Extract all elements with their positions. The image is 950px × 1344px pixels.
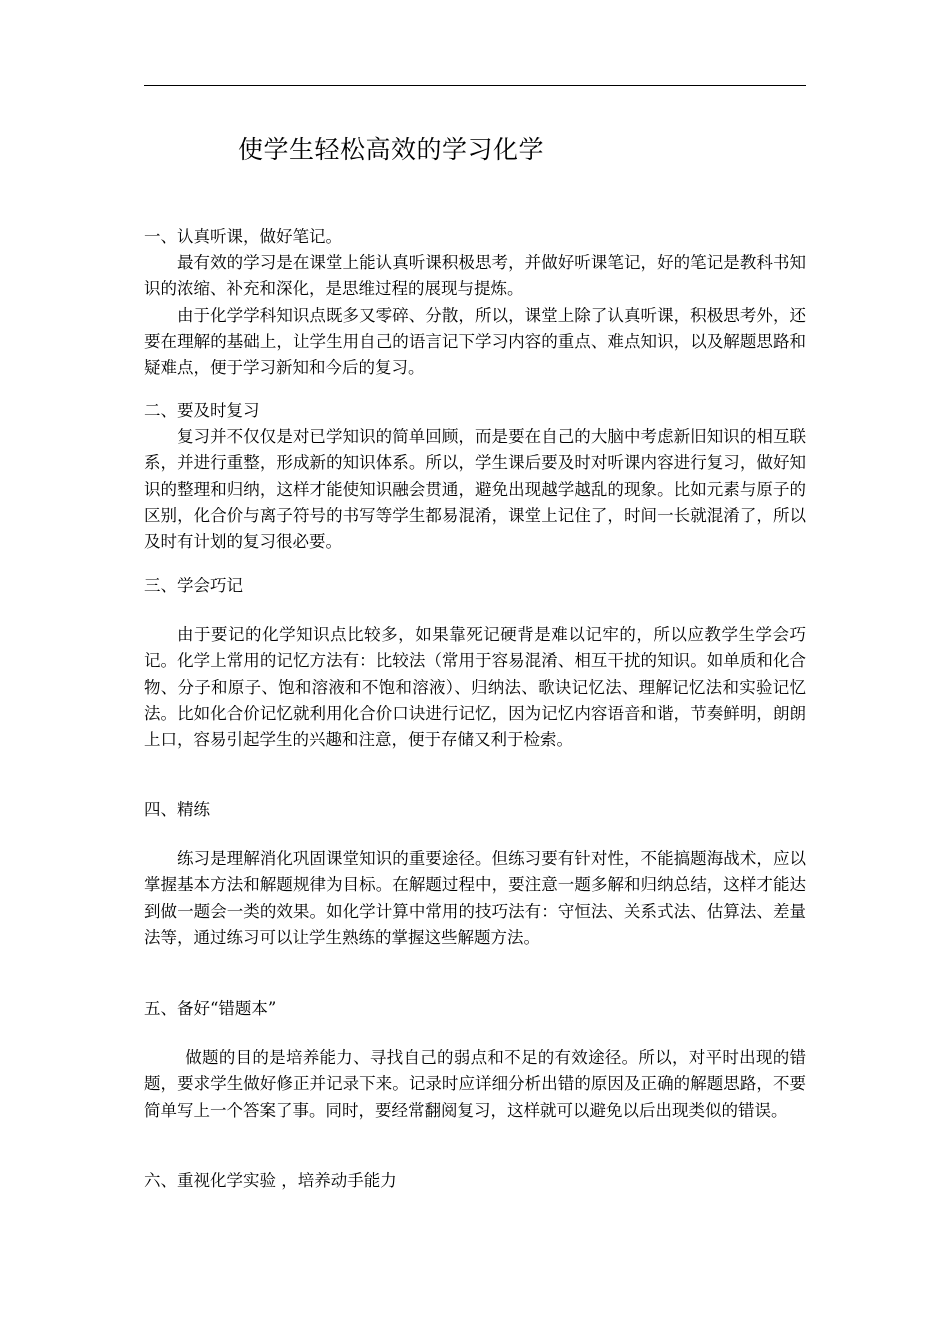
section-heading-6: 六、重视化学实验 ，培养动手能力 [144,1171,397,1190]
paragraph: 由于要记的化学知识点比较多，如果靠死记硬背是难以记牢的，所以应教学生学会巧记。化学上常用的记忆方法有：比较法（常用于容易混淆、相互干扰的知识。如单质和化合物、分子和原子、饱和溶液和不饱和溶液）、归纳法、歌诀记忆法、理解记忆法和实验记忆法。比如化合价记忆就利用化合价口诀进行记忆，因为记忆内容语音和谐，节奏鲜明，朗朗上口，容易引起学生的兴趣和注意，便于存储又利于检索。 [144,625,806,750]
paragraph: 由于化学学科知识点既多又零碎、分散，所以，课堂上除了认真听课，积极思考外，还要在理解的基础上，让学生用自己的语言记下学习内容的重点、难点知识，以及解题思路和疑难点，便于学习新知和今后的复习。 [144,305,806,378]
section-body-1 [144,250,806,381]
paragraph: 练习是理解消化巩固课堂知识的重要途径。但练习要有针对性，不能搞题海战术，应以掌握基本方法和解题规律为目标。在解题过程中，要注意一题多解和归纳总结，这样才能达到做一题会一类的效果。如化学计算中常用的技巧法有：守恒法、关系式法、估算法、差量法等，通过练习可以让学生熟练的掌握这些解题方法。 [144,849,806,947]
section-heading-3: 三、学会巧记 [144,576,243,595]
section-body-4 [144,846,806,951]
section-heading-4: 四、精练 [144,800,210,819]
section-heading-1: 一、认真听课，做好笔记。 [144,227,342,246]
section-body-3 [144,622,806,753]
paragraph: 最有效的学习是在课堂上能认真听课积极思考，并做好听课笔记，好的笔记是教科书知识的浓缩、补充和深化，是思维过程的展现与提炼。 [144,253,806,299]
header-rule [144,85,806,86]
document-title: 使学生轻松高效的学习化学 [238,135,545,164]
section-heading-5: 五、备好“错题本” [144,999,277,1018]
paragraph: 做题的目的是培养能力、寻找自己的弱点和不足的有效途径。所以，对平时出现的错题，要求学生做好修正并记录下来。记录时应详细分析出错的原因及正确的解题思路，不要简单写上一个答案了事。同时，要经常翻阅复习，这样就可以避免以后出现类似的错误。 [144,1048,806,1120]
paragraph: 复习并不仅仅是对已学知识的简单回顾，而是要在自己的大脑中考虑新旧知识的相互联系，并进行重整，形成新的知识体系。所以，学生课后要及时对听课内容进行复习，做好知识的整理和归纳，这样才能使知识融会贯通，避免出现越学越乱的现象。比如元素与原子的区别，化合价与离子符号的书写等学生都易混淆，课堂上记住了，时间一长就混淆了，所以及时有计划的复习很必要。 [144,427,806,552]
section-body-2 [144,424,806,555]
section-body-5 [144,1045,806,1124]
section-heading-2: 二、要及时复习 [144,401,260,420]
